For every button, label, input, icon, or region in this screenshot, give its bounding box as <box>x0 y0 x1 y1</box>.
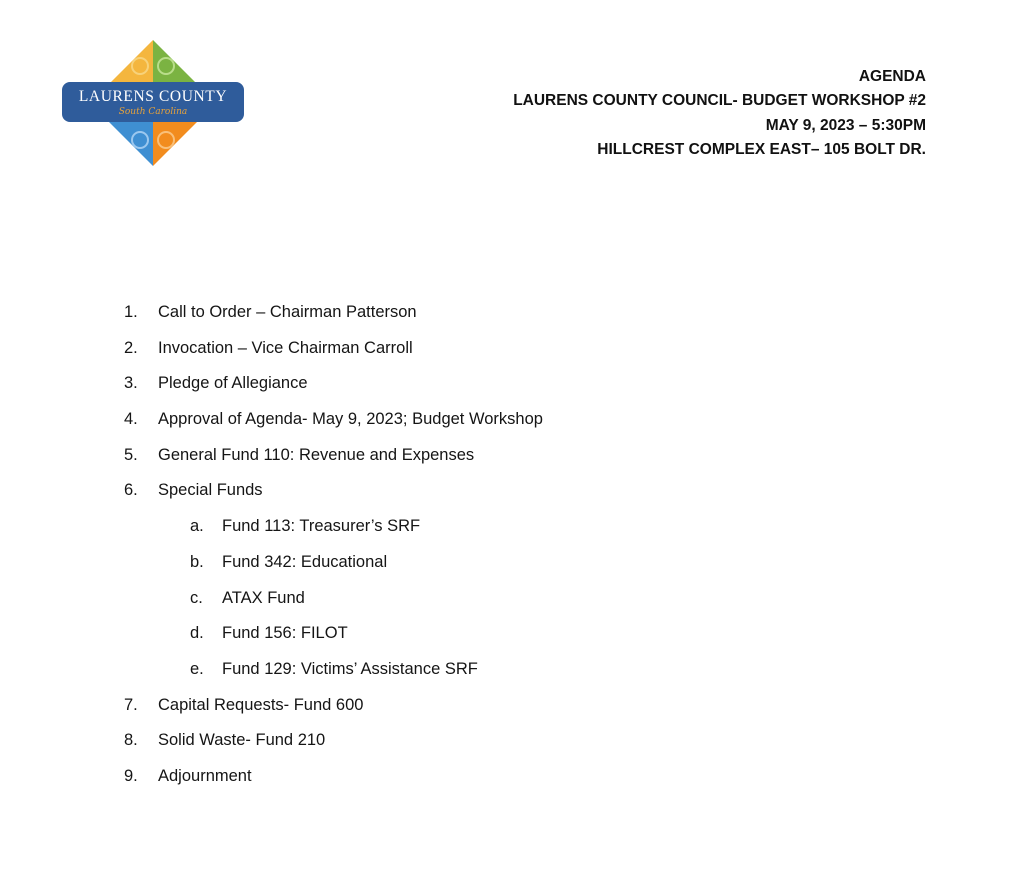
agenda-item <box>0 335 1024 371</box>
agenda-item-text: Pledge of Allegiance <box>158 374 308 393</box>
header-title: AGENDA <box>858 68 926 85</box>
agenda-item-number: 8. <box>124 731 138 750</box>
agenda-item <box>0 370 1024 406</box>
agenda-list <box>0 299 1024 799</box>
agenda-item <box>0 406 1024 442</box>
header-date-time: MAY 9, 2023 – 5:30PM <box>765 116 926 134</box>
agenda-subitem <box>0 513 1024 549</box>
agenda-item-text: General Fund 110: Revenue and Expenses <box>158 445 475 464</box>
agenda-item-text: Adjournment <box>158 766 252 785</box>
agenda-item-number: 4. <box>124 410 138 429</box>
agenda-subitem-text: Fund 342: Educational <box>222 552 388 571</box>
agenda-subitem-letter: b. <box>190 552 204 571</box>
agenda-subitem-text: ATAX Fund <box>222 588 305 607</box>
agenda-subitem-text: Fund 113: Treasurer’s SRF <box>222 517 421 536</box>
agenda-subitem-letter: e. <box>190 659 204 678</box>
agenda-item-number: 2. <box>124 338 138 357</box>
agenda-item-text: Call to Order – Chairman Patterson <box>158 303 417 321</box>
agenda-item-text: Special Funds <box>158 481 263 500</box>
agenda-subitem-letter: c. <box>190 588 203 607</box>
agenda-subitem <box>0 620 1024 656</box>
agenda-item-text: Capital Requests- Fund 600 <box>158 695 364 714</box>
agenda-item-number: 6. <box>124 481 138 500</box>
agenda-item <box>0 477 1024 513</box>
agenda-item-text: Invocation – Vice Chairman Carroll <box>158 338 413 357</box>
agenda-item <box>0 692 1024 728</box>
agenda-subitem-letter: d. <box>190 624 204 643</box>
county-logo <box>60 40 246 166</box>
agenda-item <box>0 727 1024 763</box>
header-location: HILLCREST COMPLEX EAST– 105 BOLT DR. <box>597 140 926 158</box>
agenda-item-number: 1. <box>124 303 138 321</box>
agenda-item-text: Solid Waste- Fund 210 <box>158 731 326 750</box>
agenda-header <box>513 65 926 162</box>
agenda-subitem <box>0 585 1024 621</box>
agenda-subitem <box>0 549 1024 585</box>
agenda-subitem-text: Fund 129: Victims’ Assistance SRF <box>222 659 478 678</box>
agenda-item-number: 7. <box>124 695 138 714</box>
agenda-item-text: Approval of Agenda- May 9, 2023; Budget Workshop <box>158 410 543 429</box>
agenda-item-number: 9. <box>124 766 138 785</box>
agenda-item <box>0 299 1024 335</box>
logo-state-name: South Carolina <box>118 107 188 117</box>
agenda-item-number: 3. <box>124 374 138 393</box>
agenda-item-number: 5. <box>124 445 138 464</box>
header-meeting-name: LAURENS COUNTY COUNCIL- BUDGET WORKSHOP #2 <box>513 92 926 110</box>
logo-county-name: LAURENS COUNTY <box>78 88 228 105</box>
agenda-subitem-letter: a. <box>190 517 204 536</box>
agenda-subitem-text: Fund 156: FILOT <box>222 624 348 643</box>
agenda-subitem <box>0 656 1024 692</box>
agenda-item <box>0 442 1024 478</box>
agenda-item <box>0 763 1024 799</box>
